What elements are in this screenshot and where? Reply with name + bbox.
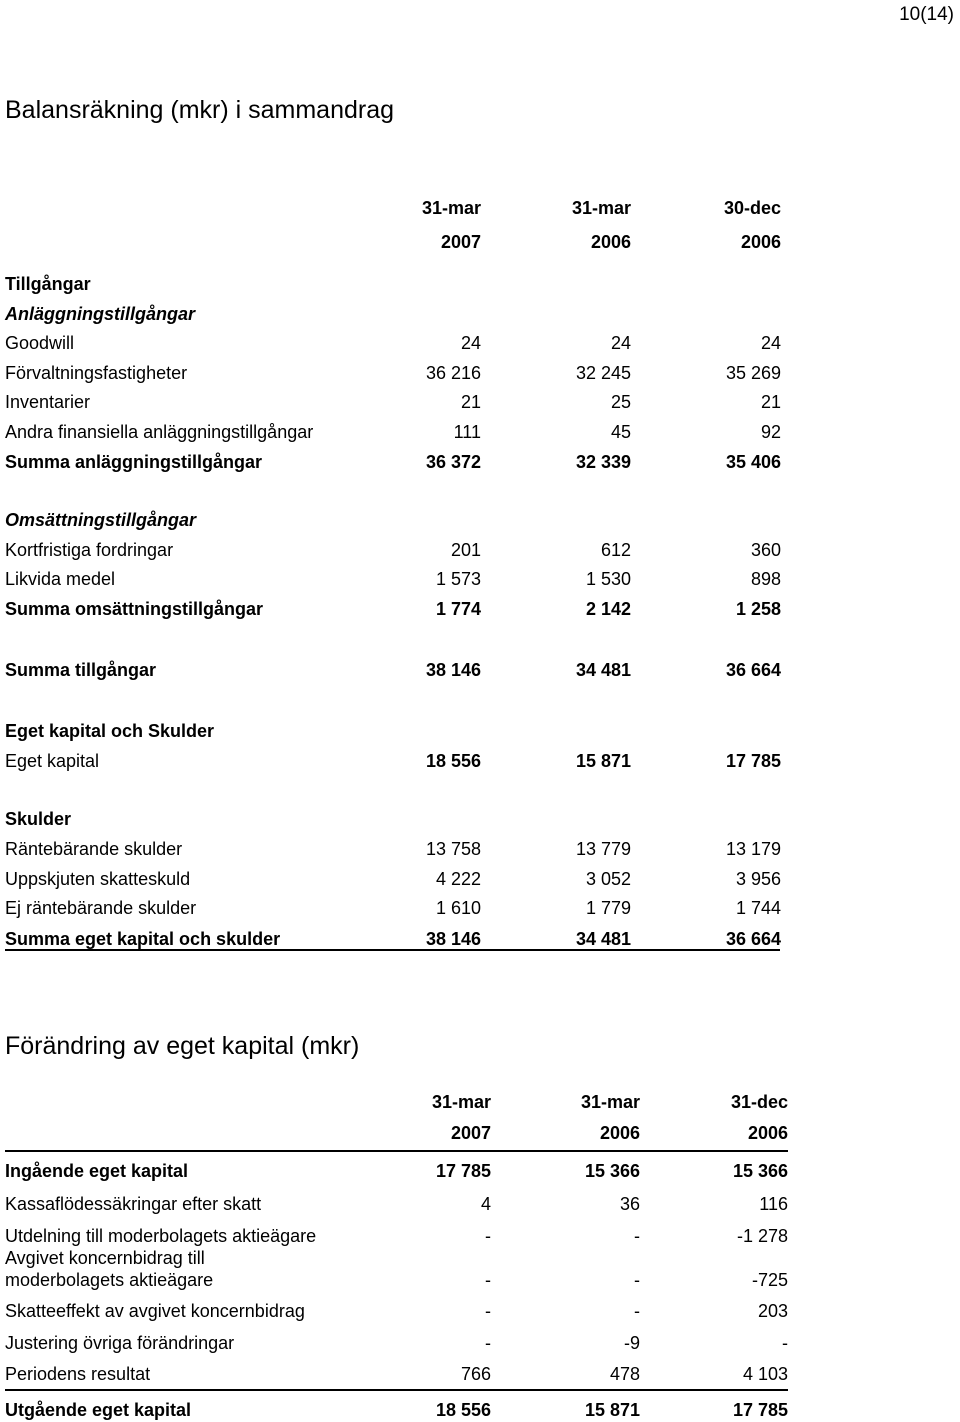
- row-value: 18 556: [425, 751, 481, 771]
- row-value: 18 556: [435, 1400, 491, 1420]
- row-value: 32 339: [575, 452, 631, 472]
- balance-col-year: 2006: [590, 232, 631, 252]
- row-value: 898: [750, 569, 781, 589]
- row-label: Eget kapital och Skulder: [5, 721, 215, 741]
- row-label: Uppskjuten skatteskuld: [5, 869, 191, 889]
- row-label: Periodens resultat: [5, 1364, 151, 1384]
- row-value: 38 146: [425, 660, 481, 680]
- row-value: 36: [619, 1194, 640, 1214]
- row-value: 1 258: [735, 599, 781, 619]
- row-value: 21: [760, 392, 781, 412]
- row-label: Kortfristiga fordringar: [5, 540, 174, 560]
- equity-col-year: 2007: [450, 1123, 491, 1143]
- row-value: 1 530: [585, 569, 631, 589]
- row-value: -: [782, 1333, 788, 1353]
- row-value: -: [485, 1226, 491, 1246]
- row-value: 24: [460, 333, 481, 353]
- row-value: 15 871: [575, 751, 631, 771]
- row-value: 92: [760, 422, 781, 442]
- row-value: -725: [751, 1270, 788, 1290]
- balance-col-head: 31-mar: [571, 198, 631, 218]
- row-value: 34 481: [575, 660, 631, 680]
- row-value: 203: [757, 1301, 788, 1321]
- equity-title: Förändring av eget kapital (mkr): [5, 1032, 360, 1060]
- equity-header-rule: [5, 1150, 788, 1152]
- row-value: 13 179: [725, 839, 781, 859]
- row-value: 38 146: [425, 929, 481, 949]
- row-value: 478: [609, 1364, 640, 1384]
- row-value: 13 758: [425, 839, 481, 859]
- row-value: 612: [600, 540, 631, 560]
- row-label-continued: moderbolagets aktieägare: [5, 1270, 214, 1290]
- row-value: 4: [480, 1194, 491, 1214]
- row-label: Ingående eget kapital: [5, 1161, 189, 1181]
- row-label: Inventarier: [5, 392, 91, 412]
- equity-col-head: 31-mar: [580, 1092, 640, 1112]
- row-label: Summa eget kapital och skulder: [5, 929, 281, 949]
- row-value: 36 372: [425, 452, 481, 472]
- equity-col-head: 31-mar: [431, 1092, 491, 1112]
- equity-col-head: 31-dec: [730, 1092, 788, 1112]
- row-label: Summa tillgångar: [5, 660, 157, 680]
- row-label: Summa anläggningstillgångar: [5, 452, 263, 472]
- row-label: Goodwill: [5, 333, 75, 353]
- row-value: 15 871: [584, 1400, 640, 1420]
- row-label: Utgående eget kapital: [5, 1400, 192, 1420]
- row-value: 3 052: [585, 869, 631, 889]
- row-value: 24: [760, 333, 781, 353]
- row-label: Likvida medel: [5, 569, 116, 589]
- row-label: Skulder: [5, 809, 72, 829]
- row-label: Skatteeffekt av avgivet koncernbidrag: [5, 1301, 305, 1321]
- row-value: -: [485, 1301, 491, 1321]
- equity-col-year: 2006: [747, 1123, 788, 1143]
- row-label: Anläggningstillgångar: [5, 304, 196, 324]
- row-value: 35 406: [725, 452, 781, 472]
- row-value: 17 785: [435, 1161, 491, 1181]
- balance-title: Balansräkning (mkr) i sammandrag: [5, 96, 395, 124]
- row-value: 1 774: [435, 599, 481, 619]
- row-value: 766: [460, 1364, 491, 1384]
- row-label: Justering övriga förändringar: [5, 1333, 235, 1353]
- row-value: 25: [610, 392, 631, 412]
- row-value: 360: [750, 540, 781, 560]
- row-label: Andra finansiella anläggningstillgångar: [5, 422, 314, 442]
- row-label: Avgivet koncernbidrag till: [5, 1248, 205, 1268]
- row-value: 4 222: [435, 869, 481, 889]
- row-value: -: [485, 1333, 491, 1353]
- row-label: Ej räntebärande skulder: [5, 898, 197, 918]
- balance-col-head: 31-mar: [421, 198, 481, 218]
- equity-col-year: 2006: [599, 1123, 640, 1143]
- row-value: 1 573: [435, 569, 481, 589]
- row-value: 36 664: [725, 929, 781, 949]
- row-value: 3 956: [735, 869, 781, 889]
- row-value: 15 366: [732, 1161, 788, 1181]
- row-value: 1 744: [735, 898, 781, 918]
- row-label: Summa omsättningstillgångar: [5, 599, 264, 619]
- row-value: 116: [759, 1194, 788, 1214]
- row-value: 34 481: [575, 929, 631, 949]
- row-label: Eget kapital: [5, 751, 100, 771]
- row-value: -: [634, 1270, 640, 1290]
- row-value: 17 785: [725, 751, 781, 771]
- row-label: Förvaltningsfastigheter: [5, 363, 188, 383]
- balance-col-year: 2006: [740, 232, 781, 252]
- row-value: 36 664: [725, 660, 781, 680]
- balance-col-year: 2007: [440, 232, 481, 252]
- row-value: -: [634, 1226, 640, 1246]
- row-value: 111: [453, 422, 481, 442]
- row-value: -9: [623, 1333, 640, 1353]
- page-number: 10(14): [899, 4, 954, 25]
- row-value: 201: [450, 540, 481, 560]
- row-value: 21: [460, 392, 481, 412]
- balance-col-head: 30-dec: [723, 198, 781, 218]
- row-value: 2 142: [585, 599, 631, 619]
- row-label: Räntebärande skulder: [5, 839, 183, 859]
- row-label: Omsättningstillgångar: [5, 510, 197, 530]
- row-value: -: [485, 1270, 491, 1290]
- row-value: 13 779: [575, 839, 631, 859]
- row-value: 4 103: [742, 1364, 788, 1384]
- row-label: Kassaflödessäkringar efter skatt: [5, 1194, 262, 1214]
- row-value: 24: [610, 333, 631, 353]
- equity-total-rule: [5, 1389, 788, 1391]
- row-value: 17 785: [732, 1400, 788, 1420]
- row-value: 35 269: [725, 363, 781, 383]
- row-value: 15 366: [584, 1161, 640, 1181]
- row-value: 36 216: [425, 363, 481, 383]
- row-value: 45: [610, 422, 631, 442]
- row-value: -: [634, 1301, 640, 1321]
- balance-total-rule: [5, 949, 780, 951]
- row-value: 1 610: [435, 898, 481, 918]
- row-label: Utdelning till moderbolagets aktieägare: [5, 1226, 317, 1246]
- row-label: Tillgångar: [5, 274, 91, 294]
- row-value: -1 278: [736, 1226, 788, 1246]
- row-value: 32 245: [575, 363, 631, 383]
- row-value: 1 779: [585, 898, 631, 918]
